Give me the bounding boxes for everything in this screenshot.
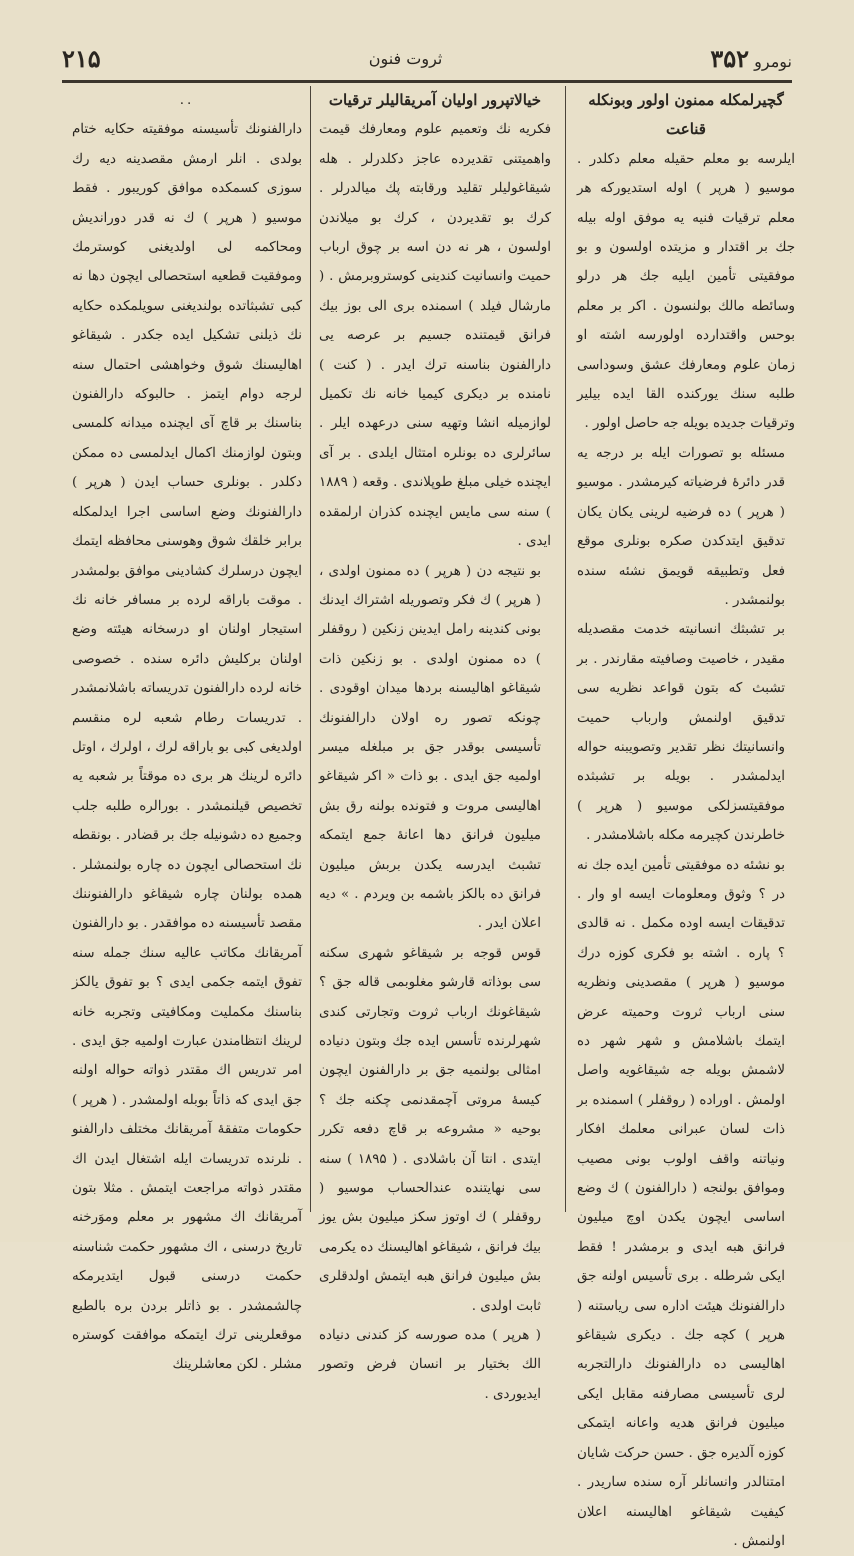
column-divider-right	[565, 86, 566, 1212]
paragraph: بو نشئه ده موفقیتی تأمین ایده جك نه در ؟ وثوق ومعلومات ایسه او وار . تدقیقات ایسه اوده مکمل . نه قالدی ؟ پاره . اشته بو فکری کوزه درك موسیو ( هرپر ) مقصدینی ونظریه سنی ارباب ثروت وحمیته عرض ایتمك باشلامش و شهر شهر ده لاشمش بویله جه شیقاغویه واصل اولمش . اوراده ( روقفلر ) اسمنده بر ذات لسان عبرانی معلمك افکار ونیاتنه واقف اولوب بونی مصیب وموافق بولنجه ( دارالفنون ) ك وضع اساسی ایچون یکدن اوچ میلیون فرانق هبه ایدی و برمشدر ! فقط ایکی شرطله . بری تأسیس اولنه جق دارالفنونك هیئت اداره سی ریاستنه ( هرپر ) کچه جك . دیکری شیقاغو اهالیسی ده دارالفنونك دارالتجربه لری تأسیسی مصارفنه مقابل ایکی میلیون فرانق هدیه واعانه ایتمکی کوزه آلدیره جق . حسن حرکت شایان امتنالدر وانسانلر آره سنده ساریدر . کیفیت شیقاغو اهالیسنه اعلان اولنمش .	[577, 857, 785, 1549]
paragraph: قوس قوجه بر شیقاغو شهری سکنه سی بوذاته قارشو مغلوبمی قاله جق ؟ شیقاغونك ارباب ثروت وتجارتی کندی شهرلرنده تأسس ایده جك وبتون دنیاده امثالی بولنمیه جق بر دارالفنون ایچون کیسهٔ مروتی آچمقدنمی چکنه جك ؟ بوحیه « مشروعه بر قاچ دفعه تکرر ایتدی . انتا آن باشلادی . ( ۱۸۹۵ ) سنه سی نهایتنده عندالحساب موسیو ( روقفلر ) ك اوتوز سکز میلیون بش یوز بیك فرانق ، شیقاغو اهالیسنك ده یکرمی بش میلیون فرانق هبه ایتمش اولدقلری ثابت اولدی .	[319, 945, 541, 1314]
page-number: ۲۱۵	[62, 43, 101, 73]
journal-title: ثروت فنون	[368, 48, 443, 68]
header-right	[710, 44, 792, 73]
paragraph: ایلرسه بو معلم حقیله معلم دکلدر . موسیو ( هرپر ) اوله استدیورکه هر معلم ترقیات فنیه یه موفق اوله بیله جك بر اقتدار و مزیتده اولسون و بو موفقیتی تأمین ایلیه جك هر درلو وسائطه مالك بولنسون . اکر بر معلم بوحس واقتدارده اولورسه اشته او زمان علوم ومعارفك عشق وسوداسی طلبه سنك یورکنده القا ایده بیلیر وترقیات جدیده بویله جه حاصل اولور .	[577, 151, 795, 432]
paragraph: فکریه نك وتعمیم علوم ومعارفك قیمت واهمیتنی تقدیرده عاجز دکلدرلر . هله شیقاغولیلر تقلید ورقابته پك میالدرلر . کرك بو تقدیردن ، کرك بو میلاندن اولسون ، هر نه دن اسه بر چوق ارباب حمیت وانسانیت کندینی کوستروبرمش . ( مارشال فیلد ) اسمنده بری الی بوز بیك فرانق قیمتنده جسیم بر عرصه یی دارالفنون بناسنه ترك ایدر . ( کنت ) نامنده بر دیکری کیمیا خانه نك تکمیل لوازمیله انشا وتهیه سنی درعهده ایلر . سائرلری ده بونلره امتثال ایلدی . بر آی ایچنده خیلی مبلغ طوپلاندی . وقعه ( ۱۸۸۹ ) سنه سی مایس ایچنده کذران ارلمقده ایدی .	[319, 122, 551, 550]
paragraph: بو نتیجه دن ( هرپر ) ده ممنون اولدی ، ( هرپر ) ك فکر وتصوریله اشتراك ایدنك بونی کندینه رامل ایدینن زنکین ( روقفلر ) ده ممنون اولدی . بو زنکین ذات شیقاغو اهالیسنه بردها میدان اوقودی . چونکه تصور ره اولان دارالفنونك تأسیسی بوقدر جق بر مبلغله میسر اولمیه جق ایدی . بو ذات « اکر شیقاغو اهالیسی مروت و فتونده بولنه رق بش میلیون فرانق دها اعانهٔ جمع ایتمکه تشبث ایدرسه یکدن بربش میلیون فرانق ده بالکز باشمه بن ویردم . » دیه اعلان ایدر .	[319, 563, 541, 932]
issue-number: ۳۵۲	[710, 43, 750, 73]
left-column	[72, 86, 302, 1373]
paragraph: بر تشبثك انسانیته خدمت مقصدیله مقیدر ، خاصیت وصافیته مقارندر . بر تشبث که بتون قواعد نظریه سی تدقیق اولنمش وارباب حمیت وانسانیتك نظر تقدیر وتصویبنه حواله ایدلمشدر . بویله بر تشبثده موفقیتسزلکی موسیو ( هرپر ) خاطرندن کچیرمه مکله باشلامشدر .	[577, 622, 785, 844]
page-header	[62, 38, 792, 78]
column-divider-left	[310, 86, 311, 1212]
issue-label: نومرو	[754, 51, 792, 71]
right-column-heading: گچیرلمکله ممنون اولور وبونکله قناعت	[588, 91, 784, 139]
middle-column	[319, 86, 551, 1402]
paragraph: دارالفنونك تأسیسنه موفقیته حکایه ختام بولدی . انلر ارمش مقصدینه دیه رك سوزی کسمکده موافق کوریبور . فقط موسیو ( هرپر ) ك نه قدر دوراندیش ومحاکمه لی اولدیغنی کوسترمك وموفقیت قطعیه استحصالی ایچون دها نه کبی تشبثاتده بولندیغنی سویلمکده حکایه نك ذیلنی تشکیل ایده جکدر . شیقاغو اهالیسنك شوق وخواهشی احتمال سنه لرجه دوام ایتمز . حالبوکه دارالفنون بناسنك بر قاچ آی ایچنده میدانه کلمسی وبتون لوازمنك اکمال ایدلمسی ده ممکن دکلدر . بونلری حساب ایدن ( هرپر ) دارالفنونك وضع اساسی اجرا ایدلمکله برابر خلقك شوق وهوسنی محافظه ایتمك ایچون درسلرك کشادینی موافق بولمشدر . موقت باراقه لرده بر مسافر خانه نك استیجار اولنان او درسخانه هیئته وضع اولنان برکلیش دائره سنده . خصوصی خانه لرده دارالفنون تدریساته باشلانمشدر . تدریسات رطام شعبه لره منقسم اولدیغی کبی بو باراقه لرك ، اولرك ، اوتل دائره لرینك هر بری ده موقتاً بر شعبه یه تخصیص قیلنمشدر . بورالره طلبه جلب وجمیع ده دشونیله جك بر قضادر . بونقطه نك استحصالی ایچون ده چاره بولنمشلر . همده بولنان چاره شیقاغو دارالفنوننك مقصد تأسیسنه ده موافقدر . بو دارالفنون آمریقانك مکاتب عالیه سنك جمله سنه تفوق ایتمه جکمی ایدی ؟ بو تفوق یالکز بناسنك مکملیت ومکافیتی وتجربه خانه لرینك انتظامندن عبارت اولمیه جق ایدی . امر تدریس اك مقتدر ذواته حواله اولنه جق ایدی که ذاتاً بوبله اولمشدر . ( هرپر ) حکومات متفقهٔ آمریقانك مختلف دارالفنو . نلرنده تدریسات ایله اشتغال ایدن اك مقتدر ذواته مراجعت ایتمش . مثلا بتون آمریقانك اك مشهور بر معلم وموَرخنه تاریخ درسنی ، اك مشهور حکمت شناسنه حکمت درسنی قبول ایتدیرمکه چالشمشدر . بو ذاتلر بردن بره بالطبع موقعلرینی ترك ایتمکه موافقت کوستره مشلر . لکن معاشلرینك	[72, 122, 302, 1373]
right-column	[577, 86, 795, 1549]
section-dots: ..	[179, 93, 195, 108]
middle-column-heading: خیالاتپرور اولیان آمریقالیلر ترقیات	[328, 91, 542, 109]
paragraph: ( هرپر ) مده صورسه کز کندنی دنیاده الك بختیار بر انسان فرض وتصور ایدیوردی .	[319, 1328, 541, 1402]
header-rule	[62, 80, 792, 83]
paragraph: مسئله بو تصورات ایله بر درجه یه قدر دائرهٔ فرضیاته کیرمشدر . موسیو ( هرپر ) ده فرضیه لرینی یکان یکان تدقیق ایتدکدن صکره بونلری موقع فعل وتطبیقه قویمق نشئه سنده بولنمشدر .	[577, 445, 785, 608]
